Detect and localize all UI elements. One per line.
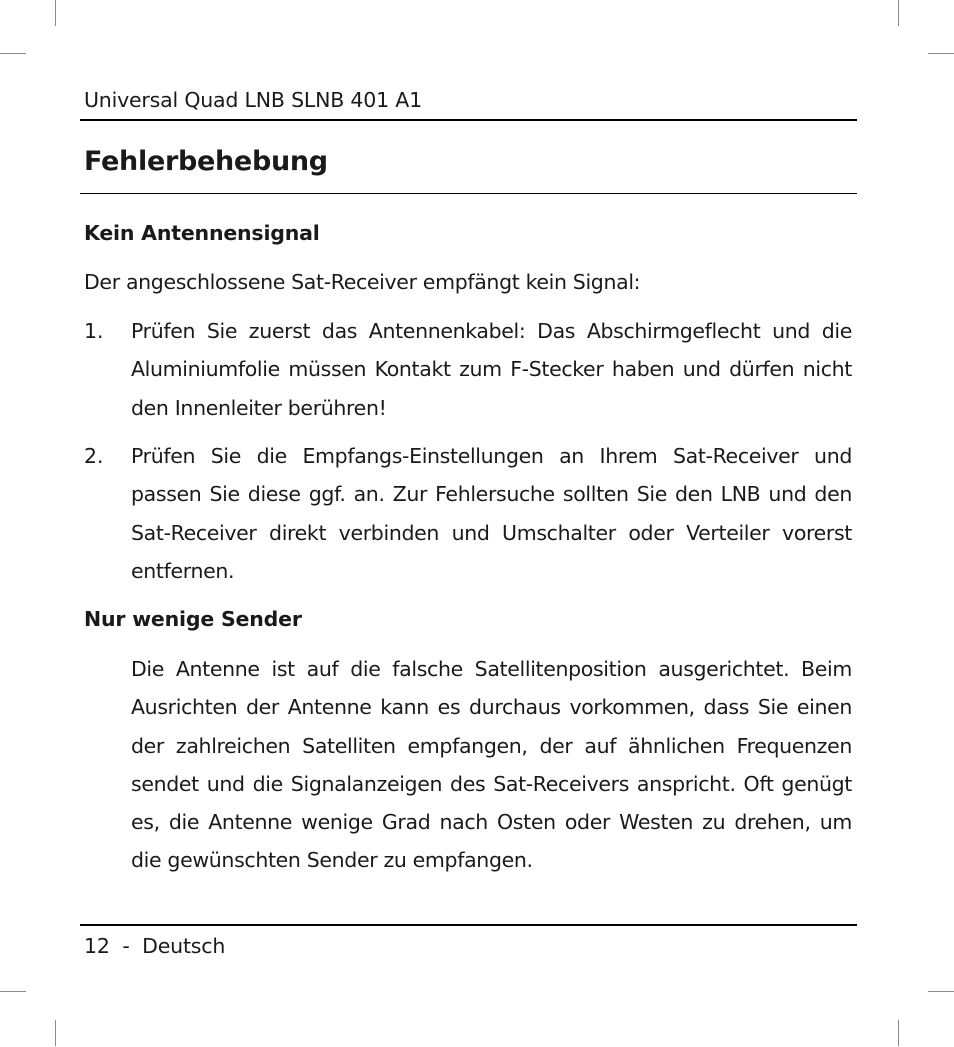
header-rule [80,119,857,121]
heading-no-signal: Kein Antennensignal [84,221,320,245]
step-text: Prüfen Sie die Empfangs-Einstellungen an Ihrem Sat-Receiver und passen Sie diese ggf. an. Zur Fehlersuche sollten Sie den LNB und den Sat-Receiver direkt verbinden und Umschalter oder Verteiler vorerst entfernen. [131,444,852,583]
running-header: Universal Quad LNB SLNB 401 A1 [84,88,422,112]
crop-mark-top-left [55,0,56,26]
section-title: Fehlerbehebung [84,146,328,177]
intro-text: Der angeschlossene Sat-Receiver empfängt kein Signal: [84,270,641,294]
crop-mark-bottom-right [898,1020,899,1046]
title-rule [80,193,857,194]
footer-rule [80,924,857,926]
crop-mark-top-right [928,53,954,54]
heading-few-channels: Nur wenige Sender [84,607,302,631]
few-channels-text: Die Antenne ist auf die falsche Satellitenposition ausgerichtet. Beim Ausrichten der Antenne kann es durchaus vorkommen, dass Sie einen der zahlreichen Satelliten empfangen, der auf ähnlichen Frequenzen sendet und die Signalanzeigen des Sat-Receivers anspricht. Oft genügt es, die Antenne wenige Grad nach Osten oder Westen zu drehen, um die gewünschten Sender zu empfangen. [131,657,852,873]
crop-mark-bottom-left [0,991,26,992]
footer-separator: - [122,934,130,958]
page-footer [84,934,225,958]
crop-mark-bottom-right [928,991,954,992]
step-text: Prüfen Sie zuerst das Antennenkabel: Das Abschirmgeflecht und die Aluminiumfolie müssen Kontakt zum F-Stecker haben und dürfen nicht den Innenleiter berühren! [131,319,852,420]
page-number: 12 [84,934,110,958]
step-number: 2. [84,444,104,468]
step-number: 1. [84,319,104,343]
crop-mark-top-left [0,53,26,54]
crop-mark-bottom-left [55,1020,56,1046]
crop-mark-top-right [898,0,899,26]
footer-language: Deutsch [142,934,226,958]
